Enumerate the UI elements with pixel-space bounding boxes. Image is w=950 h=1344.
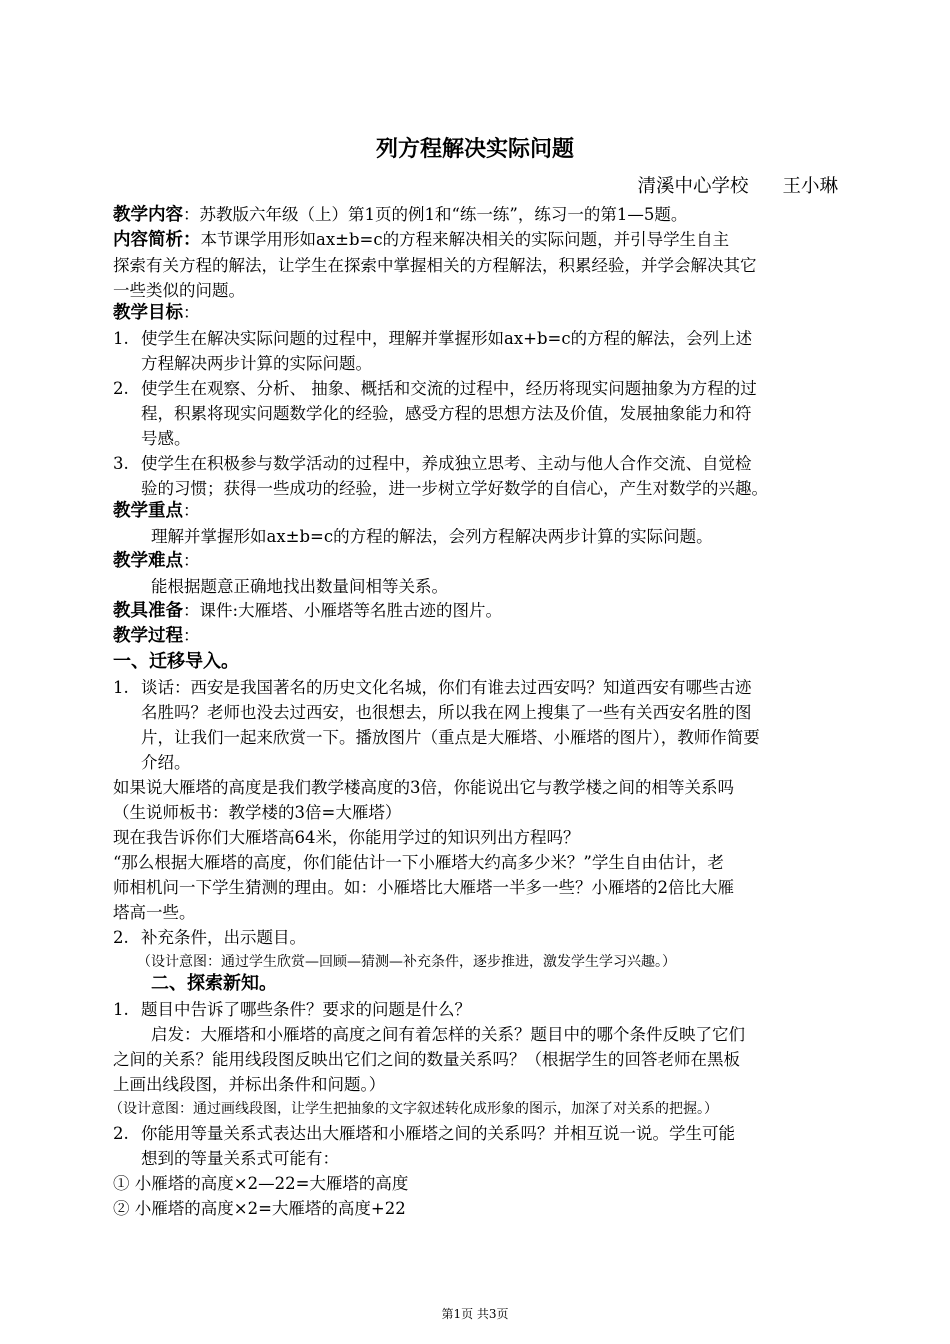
content-analysis [113, 227, 841, 303]
goal-number: 3. [113, 454, 129, 473]
tools-text: ：课件:大雁塔、小雁塔等名胜古迹的图片。 [183, 601, 503, 620]
goal-line: 使学生在观察、分析、 抽象、概括和交流的过程中，经历将现实问题抽象为方程的过 [141, 379, 757, 398]
page-footer: 第1页 共3页 [441, 1307, 509, 1321]
paragraph-line: 现在我告诉你们大雁塔高64米，你能用学过的知识列出方程吗？ [113, 828, 580, 847]
difficult-points [113, 548, 841, 599]
content-label: 教学内容 [113, 205, 183, 225]
tools-label: 教具准备 [113, 601, 183, 621]
section-explore [109, 970, 841, 1221]
paragraph-line: 之间的关系？能用线段图反映出它们之间的数量关系吗？（根据学生的回答老师在黑板 [113, 1050, 740, 1069]
section-intro [113, 648, 841, 974]
difficulty-colon: ： [183, 551, 200, 570]
item-line: 题目中告诉了哪些条件？要求的问题是什么？ [141, 1000, 471, 1019]
teacher-name: 王小琳 [782, 176, 838, 197]
goals-label: 教学目标 [113, 303, 183, 323]
paragraph-line: 塔高一些。 [113, 903, 196, 922]
item-line: 名胜吗？老师也没去过西安，也很想去，所以我在网上搜集了一些有关西安名胜的图 [141, 703, 752, 722]
analysis-line: 本节课学用形如ax±b=c的方程来解决相关的实际问题，并引导学生自主 [200, 230, 730, 249]
process-colon: ： [183, 626, 200, 645]
analysis-line: 探索有关方程的解法，让学生在探索中掌握相关的方程解法，积累经验，并学会解决其它 [113, 256, 757, 275]
teaching-content [113, 202, 841, 228]
design-note: （设计意图：通过画线段图，让学生把抽象的文字叙述转化成形象的图示，加深了对关系的把握。） [109, 1101, 718, 1117]
goal-line: 验的习惯；获得一些成功的经验，进一步树立学好数学的自信心，产生对数学的兴趣。 [141, 479, 768, 498]
item-line: 补充条件，出示题目。 [141, 928, 306, 947]
item-number: 2. [113, 1124, 129, 1143]
key-text: 理解并掌握形如ax±b=c的方程的解法，会列方程解决两步计算的实际问题。 [151, 527, 713, 546]
analysis-label: 内容简析： [113, 230, 201, 250]
content-text: ：苏教版六年级（上）第1页的例1和“练一练”，练习一的第1—5题。 [183, 205, 688, 224]
paragraph-line: 上画出线段图，并标出条件和问题。） [113, 1075, 386, 1094]
goal-number: 1. [113, 329, 129, 348]
section-heading: 二、探索新知。 [151, 973, 277, 994]
difficulty-text: 能根据题意正确地找出数量间相等关系。 [151, 577, 448, 596]
goal-line: 程，积累将现实问题数学化的经验，感受方程的思想方法及价值，发展抽象能力和符 [141, 404, 752, 423]
item-number: 1. [113, 678, 129, 697]
teaching-goals [113, 300, 841, 501]
paragraph-line: （生说师板书：教学楼的3倍=大雁塔） [113, 803, 402, 822]
paragraph-line: 师相机问一下学生猜测的理由。如：小雁塔比大雁塔一半多一些？小雁塔的2倍比大雁 [113, 878, 734, 897]
author-line [637, 173, 838, 201]
equation-line: ② 小雁塔的高度×2=大雁塔的高度+22 [113, 1199, 406, 1218]
goal-line: 使学生在解决实际问题的过程中，理解并掌握形如ax+b=c的方程的解法，会列上述 [141, 329, 753, 348]
item-line: 片，让我们一起来欣赏一下。播放图片（重点是大雁塔、小雁塔的图片），教师作简要 [141, 728, 760, 747]
goal-line: 方程解决两步计算的实际问题。 [141, 354, 372, 373]
item-number: 2. [113, 928, 129, 947]
item-line: 介绍。 [141, 753, 191, 772]
difficulty-label: 教学难点 [113, 551, 183, 571]
goal-line: 号感。 [141, 429, 191, 448]
school-name: 清溪中心学校 [637, 176, 749, 197]
key-points [113, 498, 841, 549]
process-label: 教学过程 [113, 626, 183, 646]
goals-colon: ： [183, 303, 200, 322]
item-line: 想到的等量关系式可能有： [141, 1149, 339, 1168]
paragraph-line: 启发：大雁塔和小雁塔的高度之间有着怎样的关系？题目中的哪个条件反映了它们 [151, 1025, 745, 1044]
analysis-line: 一些类似的问题。 [113, 281, 245, 300]
key-label: 教学重点 [113, 501, 183, 521]
paragraph-line: “那么根据大雁塔的高度，你们能估计一下小雁塔大约高多少米？”学生自由估计，老 [113, 853, 724, 872]
item-line: 你能用等量关系式表达出大雁塔和小雁塔之间的关系吗？并相互说一说。学生可能 [141, 1124, 735, 1143]
item-number: 1. [113, 1000, 129, 1019]
design-note: （设计意图：通过学生欣赏—回顾—猜测—补充条件，逐步推进，激发学生学习兴趣。） [137, 954, 676, 970]
equation-line: ① 小雁塔的高度×2—22=大雁塔的高度 [113, 1174, 409, 1193]
page-title: 列方程解决实际问题 [375, 137, 574, 162]
goal-line: 使学生在积极参与数学活动的过程中，养成独立思考、主动与他人合作交流、自觉检 [141, 454, 752, 473]
section-heading: 一、迁移导入。 [113, 651, 239, 672]
teaching-tools [113, 598, 841, 624]
teaching-process [113, 623, 841, 649]
item-line: 谈话：西安是我国著名的历史文化名城，你们有谁去过西安吗？知道西安有哪些古迹 [141, 678, 752, 697]
paragraph-line: 如果说大雁塔的高度是我们教学楼高度的3倍，你能说出它与教学楼之间的相等关系吗 [113, 778, 734, 797]
key-colon: ： [183, 501, 200, 520]
goal-number: 2. [113, 379, 129, 398]
